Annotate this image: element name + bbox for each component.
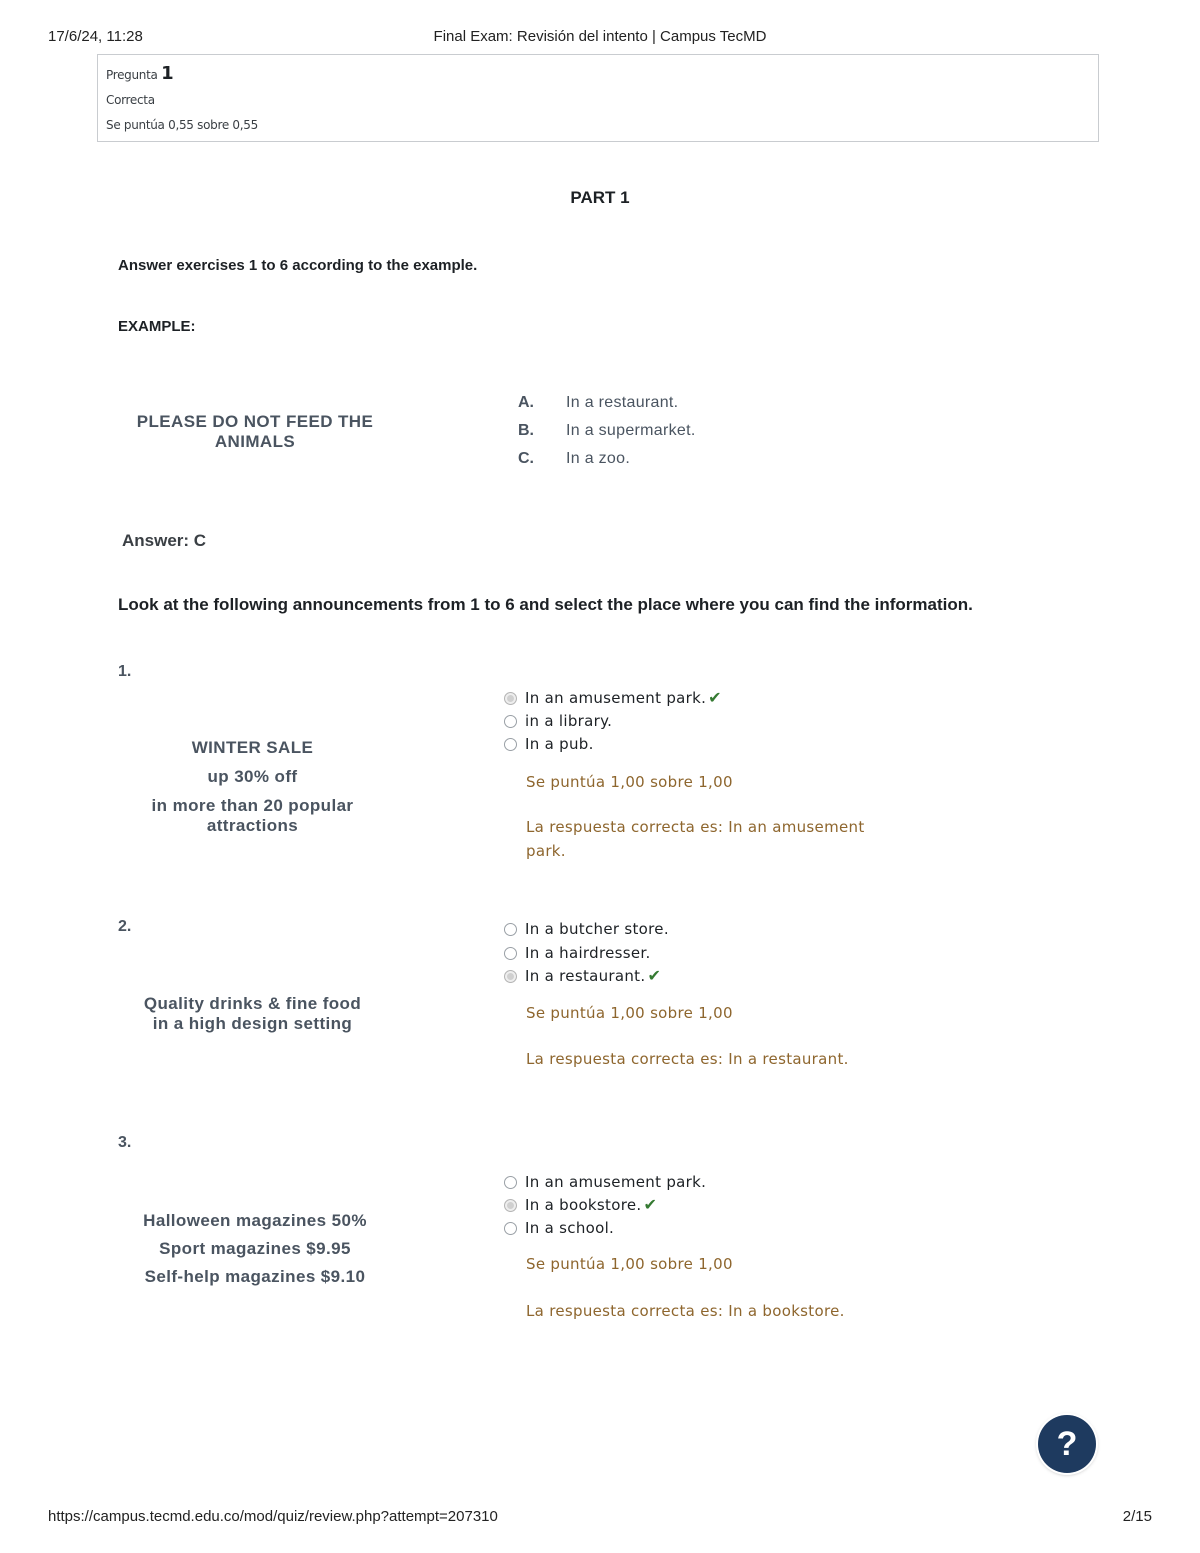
instruction: Answer exercises 1 to 6 according to the example. xyxy=(118,257,478,274)
question-3-option-2[interactable] xyxy=(504,1194,657,1216)
question-grade: Se puntúa 0,55 sobre 0,55 xyxy=(106,118,258,132)
question-label: Pregunta xyxy=(106,68,158,82)
sign-line: WINTER SALE xyxy=(191,738,314,757)
option-label: In a restaurant. xyxy=(525,967,646,985)
example-option-text: In a zoo. xyxy=(566,450,631,467)
question-number: 1 xyxy=(161,63,174,84)
correct-answer-line: La respuesta correcta es: In a restaurant. xyxy=(526,1050,849,1068)
sign-line: in a high design setting xyxy=(152,1014,353,1033)
example-option-letter: B. xyxy=(518,422,534,439)
print-header xyxy=(48,28,1152,48)
question-2-option-2[interactable] xyxy=(504,942,651,964)
question-2-number: 2. xyxy=(118,918,132,935)
radio-button[interactable] xyxy=(504,715,517,728)
example-option-text: In a supermarket. xyxy=(566,422,696,439)
question-3-option-1[interactable] xyxy=(504,1171,706,1193)
question-2-correct-answer xyxy=(526,1047,849,1071)
radio-button[interactable] xyxy=(504,947,517,960)
part-title: PART 1 xyxy=(570,188,630,207)
sign-line: Quality drinks & fine food xyxy=(143,994,362,1013)
radio-button[interactable] xyxy=(504,923,517,936)
question-1-option-1[interactable] xyxy=(504,687,722,709)
option-label: In a butcher store. xyxy=(525,920,669,938)
sign-line: Halloween magazines 50% xyxy=(143,1211,367,1230)
question-info-box xyxy=(97,54,1099,142)
question-3-grade: Se puntúa 1,00 sobre 1,00 xyxy=(526,1255,733,1273)
question-mark-icon: ? xyxy=(1056,1424,1078,1463)
radio-button[interactable] xyxy=(504,1199,517,1212)
sign-line: Self-help magazines $9.10 xyxy=(144,1267,366,1286)
question-2-sign xyxy=(120,994,385,1034)
question-2-grade: Se puntúa 1,00 sobre 1,00 xyxy=(526,1004,733,1022)
question-3-option-3[interactable] xyxy=(504,1217,614,1239)
example-sign-line: ANIMALS xyxy=(214,432,296,451)
question-2-option-3[interactable] xyxy=(504,965,661,987)
question-2-option-1[interactable] xyxy=(504,918,669,940)
example-option-text: In a restaurant. xyxy=(566,394,679,411)
sign-line: attractions xyxy=(206,816,299,835)
radio-button[interactable] xyxy=(504,1176,517,1189)
correct-answer-line: park. xyxy=(526,842,566,860)
question-1-sign xyxy=(120,738,385,836)
example-option-letter: C. xyxy=(518,450,534,467)
question-3-sign xyxy=(120,1211,390,1287)
announcement-instruction: Look at the following announcements from 1 to 6 and select the place where you can find the information. xyxy=(118,595,973,614)
sign-line: Sport magazines $9.95 xyxy=(159,1239,351,1258)
option-label: in a library. xyxy=(525,712,613,730)
correct-answer-line: La respuesta correcta es: In a bookstore. xyxy=(526,1302,845,1320)
question-1-option-3[interactable] xyxy=(504,733,594,755)
radio-button[interactable] xyxy=(504,692,517,705)
question-state: Correcta xyxy=(106,93,155,107)
check-icon: ✔ xyxy=(708,690,722,707)
print-title: Final Exam: Revisión del intento | Campus TecMD xyxy=(433,28,767,45)
print-date: 17/6/24, 11:28 xyxy=(48,28,143,45)
question-3-number: 3. xyxy=(118,1134,132,1151)
option-label: In an amusement park. xyxy=(525,1173,707,1191)
check-icon: ✔ xyxy=(643,1197,657,1214)
page-number: 2/15 xyxy=(1122,1508,1152,1525)
option-label: In a school. xyxy=(525,1219,615,1237)
question-1-correct-answer xyxy=(526,815,865,863)
page-url: https://campus.tecmd.edu.co/mod/quiz/review.php?attempt=207310 xyxy=(48,1508,498,1525)
example-sign-line: PLEASE DO NOT FEED THE xyxy=(136,412,374,431)
question-3-correct-answer xyxy=(526,1299,845,1323)
option-label: In an amusement park. xyxy=(525,689,707,707)
option-label: In a bookstore. xyxy=(525,1196,642,1214)
example-sign xyxy=(120,412,390,452)
example-label: EXAMPLE: xyxy=(118,318,196,335)
radio-button[interactable] xyxy=(504,1222,517,1235)
help-button[interactable] xyxy=(1038,1415,1096,1473)
print-footer xyxy=(48,1508,1152,1528)
question-1-grade: Se puntúa 1,00 sobre 1,00 xyxy=(526,773,733,791)
check-icon: ✔ xyxy=(647,968,661,985)
question-1-option-2[interactable] xyxy=(504,710,612,732)
example-option-letter: A. xyxy=(518,394,534,411)
example-answer: Answer: C xyxy=(122,531,207,550)
sign-line: up 30% off xyxy=(207,767,298,786)
option-label: In a pub. xyxy=(525,735,594,753)
radio-button[interactable] xyxy=(504,970,517,983)
correct-answer-line: La respuesta correcta es: In an amusement xyxy=(526,818,865,836)
sign-line: in more than 20 popular xyxy=(151,796,354,815)
question-1-number: 1. xyxy=(118,663,132,680)
question-number-row xyxy=(106,63,173,84)
radio-button[interactable] xyxy=(504,738,517,751)
option-label: In a hairdresser. xyxy=(525,944,651,962)
